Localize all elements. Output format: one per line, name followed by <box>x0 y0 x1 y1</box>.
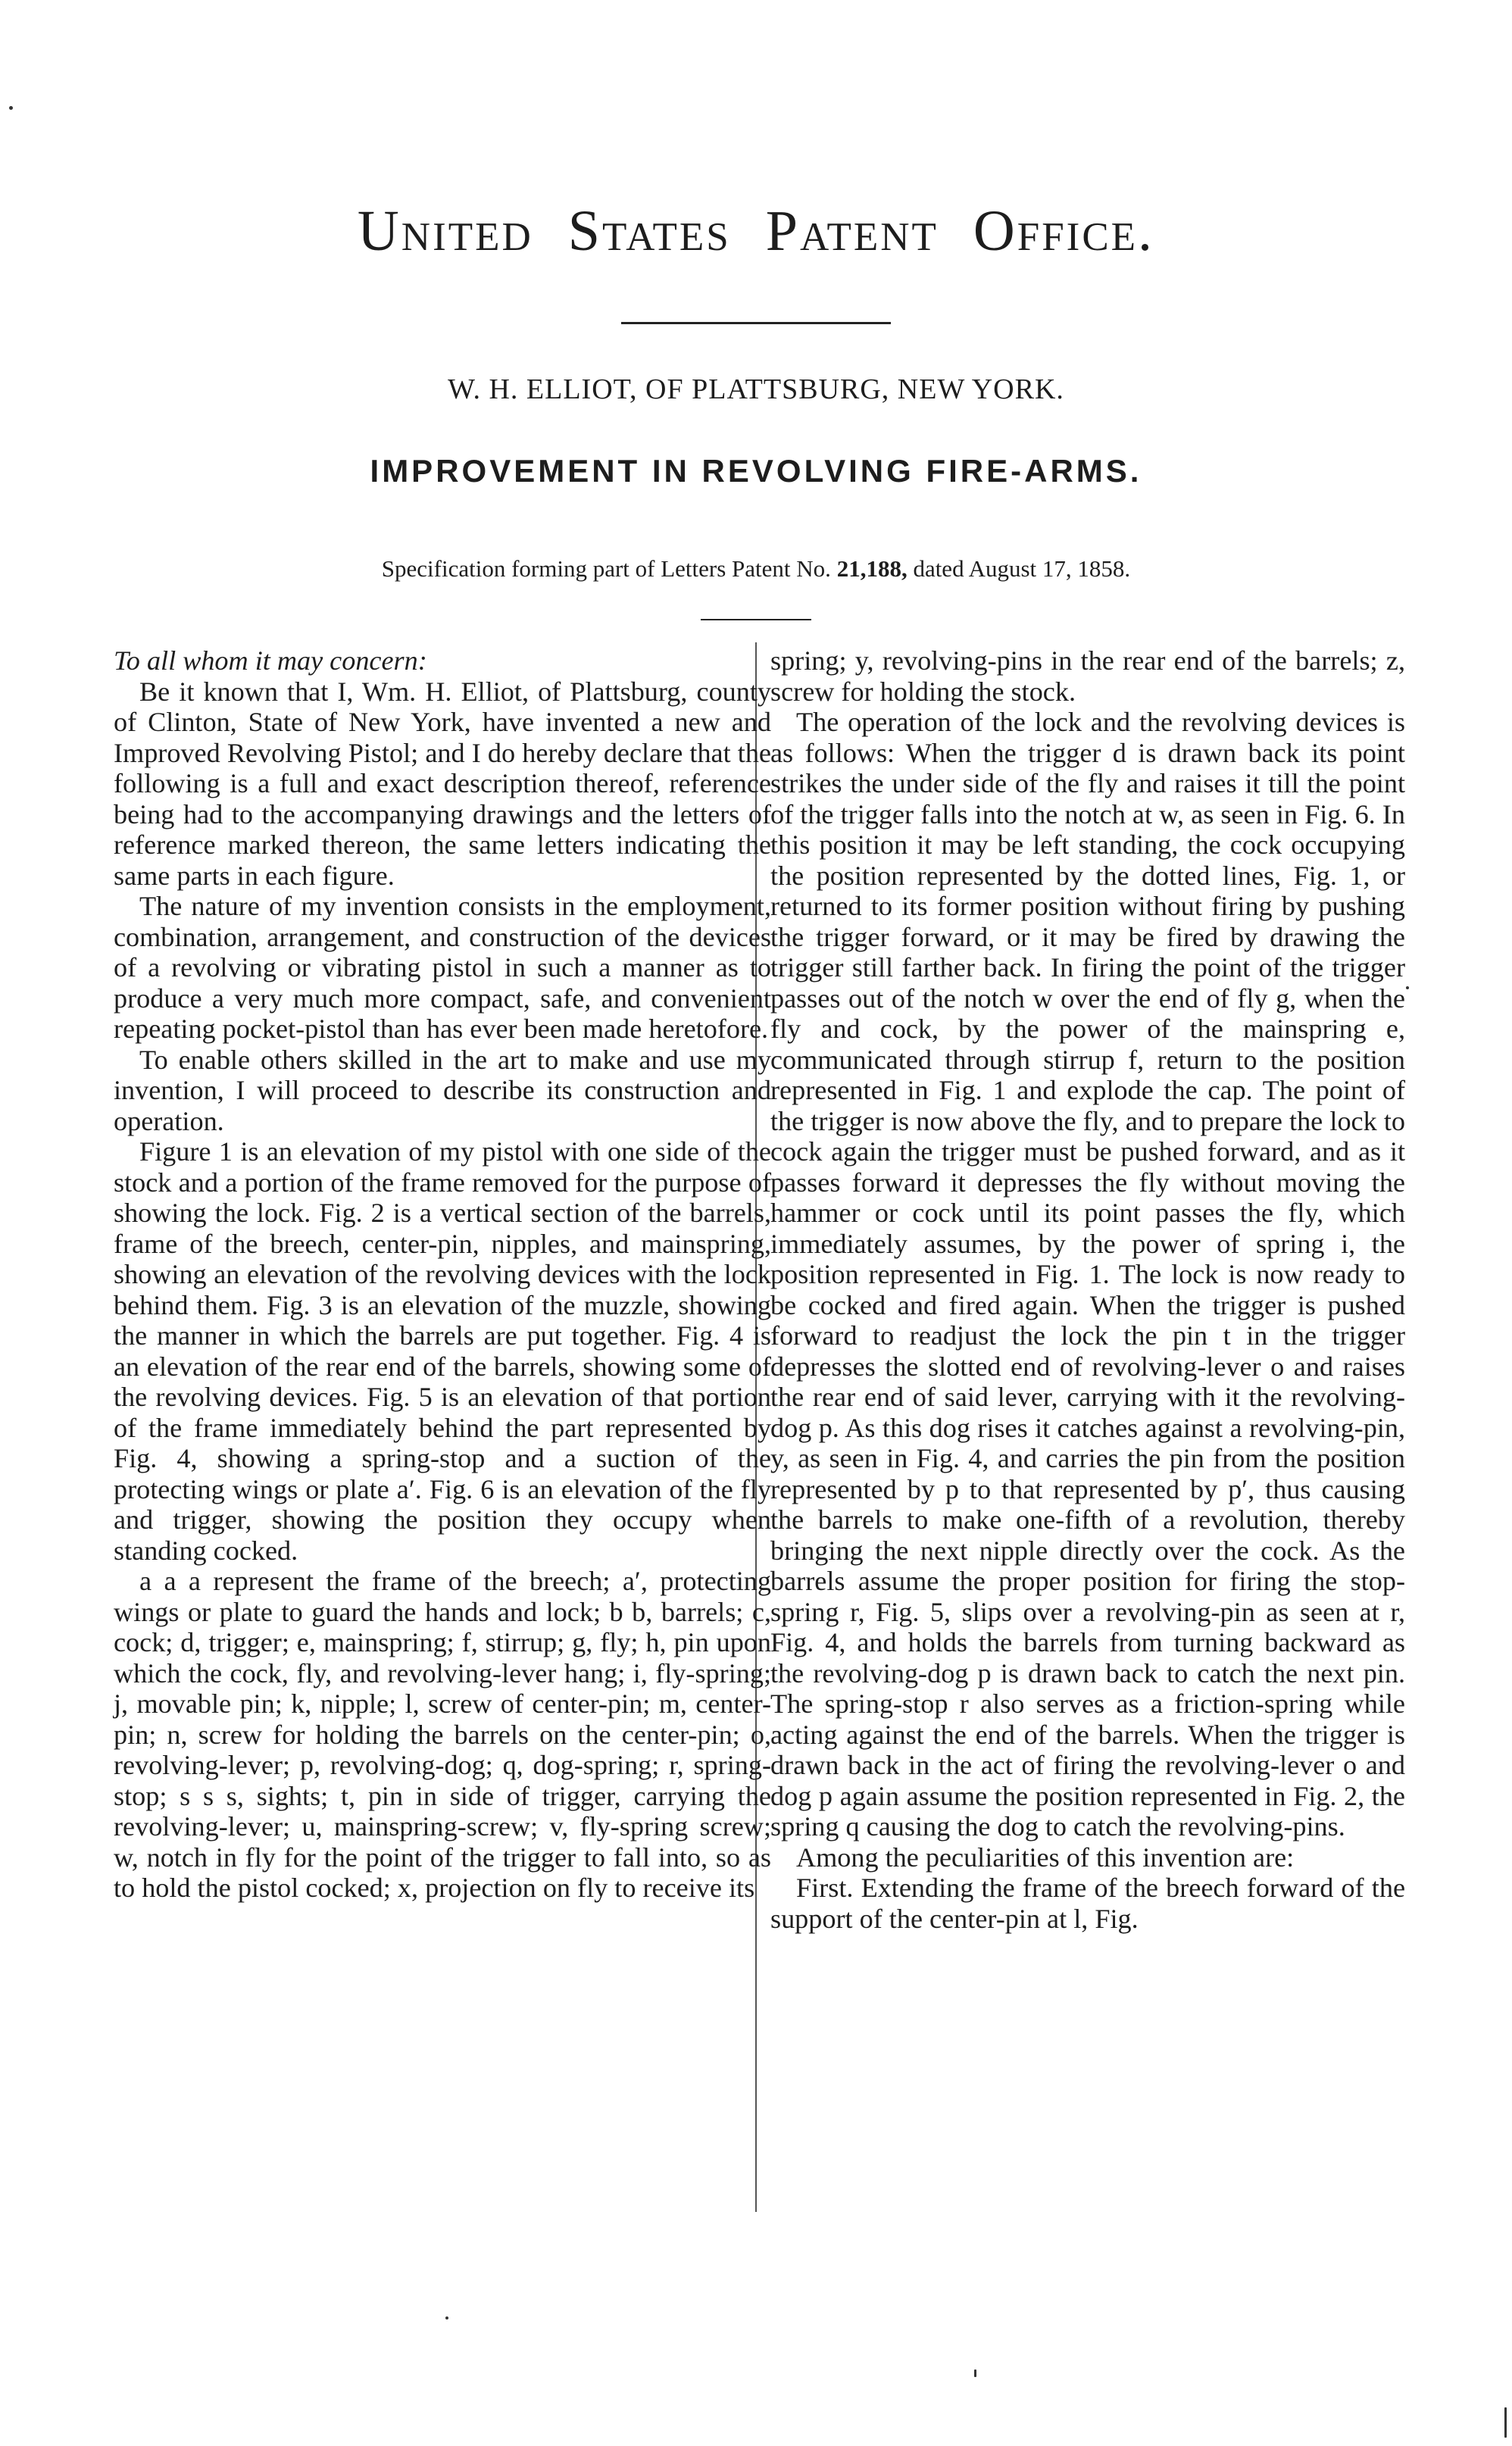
scan-speck <box>1504 2407 1507 2438</box>
patent-number: 21,188, <box>836 555 908 582</box>
paragraph-nature: The nature of my invention consists in the employment, combination, arrangement, and construction of the devices of a revolving or vibrating pistol in such a manner as to produce a very much more compact, safe, and convenient repeating pocket-pistol than has ever been made heretofore. <box>114 891 771 1044</box>
paragraph-operation: The operation of the lock and the revolving devices is as follows: When the trigger d is drawn back its point strikes the under side of the fly and raises it till the point of the trigger falls into the notch at w, as seen in Fig. 6. In this position it may be left standing, the cock occupying the position represented by the dotted lines, Fig. 1, or returned to its former position without firing by pushing the trigger forward, or it may be fired by drawing the trigger still farther back. In firing the point of the trigger passes out of the notch w over the end of fly g, when the fly and cock, by the power of the mainspring e, communicated through stirrup f, return to the position represented in Fig. 1 and explode the cap. The point of the trigger is now above the fly, and to prepare the lock to cock again the trigger must be pushed forward, and as it passes forward it depresses the fly without moving the hammer or cock until its point passes the fly, which immediately assumes, by the power of spring i, the position represented in Fig. 1. The lock is now ready to be cocked and fired again. When the trigger is pushed forward to readjust the lock the pin t in the trigger depresses the slotted end of revolving-lever o and raises the rear end of said lever, carrying with it the revolving-dog p. As this dog rises it catches against a revolving-pin, y, as seen in Fig. 4, and carries the pin from the position represented by p to that represented by p′, thus causing the barrels to make one-fifth of a revolution, thereby bringing the next nipple directly over the cock. As the barrels assume the proper position for firing the stop-spring r, Fig. 5, slips over a revolving-pin as seen at r, Fig. 4, and holds the barrels from turning backward as the revolving-dog p is drawn back to catch the next pin. The spring-stop r also serves as a friction-spring while acting against the end of the barrels. When the trigger is drawn back in the act of firing the revolving-lever o and dog p again assume the position represented in Fig. 2, the spring q causing the dog to catch the revolving-pins. <box>770 707 1405 1842</box>
section-rule <box>701 619 811 620</box>
scan-speck <box>974 2369 976 2377</box>
improvement-title: IMPROVEMENT IN REVOLVING FIRE-ARMS. <box>370 453 1142 489</box>
paragraph-figures: Figure 1 is an elevation of my pistol with one side of the stock and a portion of the frame removed for the purpose of showing the lock. Fig. 2 is a vertical section of the barrels, frame of the breech, center-pin, nipples, and mainspring, showing an elevation of the revolving devices with the lock behind them. Fig. 3 is an elevation of the muzzle, showing the manner in which the barrels are put together. Fig. 4 is an elevation of the rear end of the barrels, showing some of the revolving devices. Fig. 5 is an elevation of that portion of the frame immediately behind the part represented by Fig. 4, showing a spring-stop and a suction of the protecting wings or plate a′. Fig. 6 is an elevation of the fly and trigger, showing the position they occupy when standing cocked. <box>114 1136 771 1566</box>
paragraph-peculiarities: Among the peculiarities of this invention are: <box>796 1842 1295 1873</box>
scan-speck <box>9 106 13 110</box>
paragraph-enable: To enable others skilled in the art to make and use my invention, I will proceed to describe its construction and operation. <box>114 1044 771 1136</box>
inventor-line: W. H. ELLIOT, OF PLATTSBURG, NEW YORK. <box>448 373 1064 405</box>
scan-speck <box>445 2316 448 2319</box>
right-column <box>770 645 1405 1934</box>
spec-date: dated August 17, 1858. <box>913 555 1131 582</box>
spec-prefix: Specification forming part of Letters Patent No. <box>381 555 831 582</box>
paragraph-introduction: Be it known that I, Wm. H. Elliot, of Plattsburg, county of Clinton, State of New York, have invented a new and Improved Revolving Pistol; and I do hereby declare that the following is a full and exact description thereof, reference being had to the accompanying drawings and the letters of reference marked thereon, the same letters indicating the same parts in each figure. <box>114 676 771 891</box>
title-rule <box>621 322 891 324</box>
paragraph-parts: a a a represent the frame of the breech; a′, protecting wings or plate to guard the hands and lock; b b, barrels; c, cock; d, trigger; e, mainspring; f, stirrup; g, fly; h, pin upon which the cock, fly, and revolving-lever hang; i, fly-spring; j, movable pin; k, nipple; l, screw of center-pin; m, center-pin; n, screw for holding the barrels on the center-pin; o, revolving-lever; p, revolving-dog; q, dog-spring; r, spring-stop; s s s, sights; t, pin in side of trigger, carrying the revolving-lever; u, mainspring-screw; v, fly-spring screw; w, notch in fly for the point of the trigger to fall into, so as to hold the pistol cocked; x, projection on fly to receive its <box>114 1566 771 1903</box>
paragraph-continuation: spring; y, revolving-pins in the rear end of the barrels; z, screw for holding the stock. <box>770 645 1405 707</box>
left-column <box>114 645 771 1904</box>
salutation: To all whom it may concern: <box>114 645 427 676</box>
scan-speck <box>1406 986 1409 989</box>
specification-line <box>0 555 1512 583</box>
office-title: United States Patent Office. <box>357 199 1155 263</box>
paragraph-first: First. Extending the frame of the breech forward of the support of the center-pin at l, Fig. <box>770 1873 1405 1934</box>
